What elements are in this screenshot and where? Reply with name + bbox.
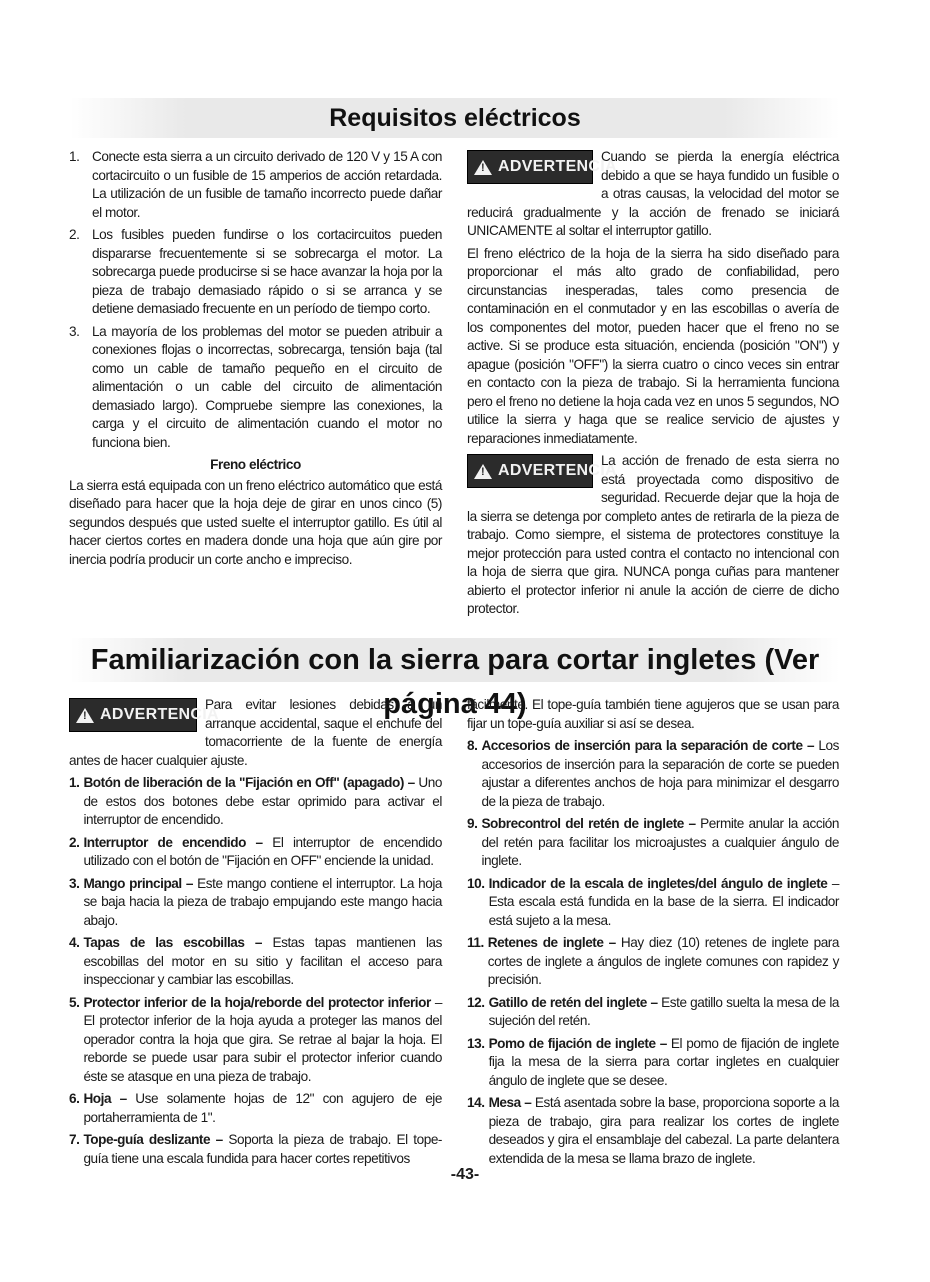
feature-label: Tapas de las escobillas – xyxy=(83,935,263,950)
warning-label: ADVERTENCIA xyxy=(498,462,617,479)
warning-label: ADVERTENCIA xyxy=(100,706,219,723)
feature-label: Mango principal – xyxy=(83,875,194,891)
feature-number: 14. xyxy=(467,1095,485,1110)
electrical-right-column xyxy=(467,148,839,623)
feature-label: Tope-guía deslizante – xyxy=(83,1132,223,1147)
feature-label: Sobrecontrol del retén de inglete – xyxy=(481,816,696,831)
feature-description: – El protector inferior de la hoja ayuda a proteger las manos del operador contra la hoja que gira. Se retrae al bajar la hoja. El reborde se puede usar para subir el protector inferior cuando éste se atasque en una pieza de trabajo. xyxy=(83,994,442,1084)
feature-number: 10. xyxy=(467,875,485,891)
feature-item xyxy=(69,1131,442,1168)
feature-description: Este gatillo suelta la mesa de la sujeción del retén. xyxy=(488,994,840,1028)
brake-design-paragraph: El freno eléctrico de la hoja de la sierra ha sido diseñado para proporcionar el más alto grado de confiabilidad, pero circunstancias inesperadas, tales como presencia de contaminación en el conmutador y en las escobillas o avería de los componentes del motor, pueden hacer que el freno no se active. Si se produce esta situación, encienda (posición "ON") y apague (posición "OFF") la sierra cuatro o cinco veces sin entrar en contacto con la pieza de trabajo. Si la herramienta funciona pero el freno no detiene la hoja cada vez en unos 5 segundos, NO utilice la sierra y haga que se realice servicio de ajustes y reparaciones inmediatamente. xyxy=(467,245,839,446)
feature-label: Interruptor de encendido – xyxy=(83,834,263,850)
feature-number: 6. xyxy=(69,1091,80,1106)
feature-description: El pomo de fijación de inglete fija la mesa de la sierra para cortar ingletes en cualquier ángulo de inglete que se desee. xyxy=(488,1035,839,1088)
list-item xyxy=(69,148,442,222)
feature-description: Los accesorios de inserción para la separación de corte se pueden ajustar a diferentes anchos de hoja para minimizar el desgarro de la pieza de trabajo. xyxy=(481,738,839,809)
continuation-paragraph: fácilmente. El tope-guía también tiene agujeros que se usan para fijar un tope-guía auxiliar si así se desea. xyxy=(467,697,839,731)
feature-description: Soporta la pieza de trabajo. El tope-guía tiene una escala fundida para hacer cortes repetitivos xyxy=(83,1132,443,1166)
warning-label: ADVERTENCIA xyxy=(498,158,617,175)
warning-paragraph: La acción de frenado de esta sierra no está proyectada como dispositivo de seguridad. Recuerde dejar que la hoja de la sierra se detenga por completo antes de retirarla de la pieza de trabajo. Como siempre, el sistema de protectores constituye la mejor protección para usted contra el contacto no intencional con la hoja de sierra que gira. NUNCA ponga cuñas para mantener abierto el protector inferior ni anule la acción de cierre de dicho protector. xyxy=(467,453,839,616)
feature-description: Uno de estos dos botones debe estar oprimido para activar el interruptor de encendido. xyxy=(83,775,442,827)
feature-item xyxy=(69,1090,442,1127)
feature-number: 3. xyxy=(69,875,80,891)
feature-label: Retenes de inglete – xyxy=(487,935,616,950)
feature-number: 5. xyxy=(69,994,80,1010)
feature-description: Este mango contiene el interruptor. La hoja se baja hacia la pieza de trabajo empujando este mango hacia abajo. xyxy=(83,875,442,928)
feature-label: Mesa – xyxy=(488,1095,532,1110)
feature-label: Hoja – xyxy=(83,1091,127,1106)
feature-number: 1. xyxy=(69,775,80,790)
feature-number: 11. xyxy=(467,935,484,950)
brake-heading: Freno eléctrico xyxy=(210,457,301,472)
feature-item xyxy=(467,1035,839,1091)
list-number: 3. xyxy=(69,323,80,339)
feature-description: Use solamente hojas de 12" con agujero de eje portaherramienta de 1". xyxy=(83,1091,442,1125)
feature-item xyxy=(467,1094,839,1168)
feature-number: 7. xyxy=(69,1132,80,1147)
section-title-miter-saw: Familiarización con la sierra para cortar ingletes (Ver página 44) xyxy=(70,638,840,682)
feature-item xyxy=(467,934,839,990)
brake-paragraph: La sierra está equipada con un freno eléctrico automático que está diseñado para hacer que la hoja deje de girar en unos cinco (5) segundos después que usted suelte el interruptor gatillo. Es útil al hacer ciertos cortes en madera donde una hoja que aún gire por inercia podría producir un corte ancho e impreciso. xyxy=(69,477,442,567)
feature-label: Pomo de fijación de inglete – xyxy=(488,1035,667,1051)
feature-number: 9. xyxy=(467,816,478,831)
feature-number: 13. xyxy=(467,1035,485,1051)
feature-number: 2. xyxy=(69,834,80,850)
feature-item xyxy=(69,875,442,931)
list-text: Conecte esta sierra a un circuito derivado de 120 V y 15 A con cortacircuito o un fusible de 15 amperios de acción retardada. La utilización de un fusible de tamaño incorrecto puede dañar el motor. xyxy=(92,149,442,220)
list-number: 1. xyxy=(69,149,80,164)
section-title-electrical: Requisitos eléctricos xyxy=(70,98,840,138)
warning-badge xyxy=(467,150,617,184)
warning-triangle-icon xyxy=(76,708,94,723)
feature-number: 12. xyxy=(467,994,485,1010)
page-number: -43- xyxy=(450,1166,480,1183)
feature-description: – Esta escala está fundida en la base de la sierra. El indicador está sujeto a la mesa. xyxy=(488,875,839,928)
feature-description: Está asentada sobre la base, proporciona soporte a la pieza de trabajo, gira para realizar los cortes de inglete deseados y gira el ensamblaje del cabezal. La parte delantera extendida de la mesa se llama brazo de inglete. xyxy=(488,1095,839,1166)
feature-item xyxy=(69,834,442,871)
feature-item xyxy=(69,934,442,990)
miter-left-column xyxy=(69,696,442,1172)
feature-item xyxy=(467,737,839,811)
feature-item xyxy=(69,994,442,1087)
feature-label: Gatillo de retén del inglete – xyxy=(488,994,658,1010)
warning-paragraph: Cuando se pierda la energía eléctrica debido a que se haya fundido un fusible o a otras causas, la velocidad del motor se reducirá gradualmente y la acción de frenado se iniciará UNICAMENTE al soltar el interruptor gatillo. xyxy=(467,149,839,238)
feature-label: Botón de liberación de la "Fijación en Off" (apagado) – xyxy=(83,775,415,790)
list-number: 2. xyxy=(69,227,80,242)
warning-badge xyxy=(69,698,219,732)
warning-badge xyxy=(467,454,617,488)
feature-description: El interruptor de encendido utilizado con el botón de "Fijación en OFF" enciende la unidad. xyxy=(83,834,442,868)
feature-description: Hay diez (10) retenes de inglete para cortes de inglete a ángulos de inglete comunes con rapidez y precisión. xyxy=(487,935,839,987)
miter-right-column xyxy=(467,696,839,1172)
feature-item xyxy=(69,774,442,830)
feature-label: Indicador de la escala de ingletes/del ángulo de inglete xyxy=(488,875,828,891)
feature-item xyxy=(467,815,839,871)
feature-item xyxy=(467,994,839,1031)
warning-triangle-icon xyxy=(474,464,492,479)
electrical-left-column xyxy=(69,148,442,573)
feature-label: Accesorios de inserción para la separación de corte – xyxy=(481,738,815,753)
feature-label: Protector inferior de la hoja/reborde del protector inferior xyxy=(83,994,431,1010)
warning-paragraph: Para evitar lesiones debidas a un arranque accidental, saque el enchufe del tomacorriente de la fuente de energía antes de hacer cualquier ajuste. xyxy=(69,697,442,768)
feature-description: Estas tapas mantienen las escobillas del motor en su sitio y facilitan el acceso para inspeccionar y cambiar las escobillas. xyxy=(83,935,442,987)
feature-number: 8. xyxy=(467,738,478,753)
warning-triangle-icon xyxy=(474,160,492,175)
list-item xyxy=(69,323,442,453)
list-item xyxy=(69,226,442,319)
list-text: La mayoría de los problemas del motor se pueden atribuir a conexiones flojas o incorrectas, sobrecarga, tensión baja (tal como un cable de tamaño pequeño en el circuito de alimentación o un cable del circuito de alimentación demasiado largo). Compruebe siempre las conexiones, la carga y el circuito de alimentación cuando el motor no funciona bien. xyxy=(92,323,442,450)
feature-description: Permite anular la acción del retén para facilitar los microajustes a cualquier ángulo de inglete. xyxy=(481,816,839,868)
feature-number: 4. xyxy=(69,935,80,950)
feature-item xyxy=(467,875,839,931)
list-text: Los fusibles pueden fundirse o los cortacircuitos pueden dispararse frecuentemente si se sobrecarga el motor. La sobrecarga puede producirse si se hace avanzar la hoja por la pieza de trabajo demasiado rápido o si se arranca y se detiene demasiado frecuente en un período de tiempo corto. xyxy=(92,227,442,316)
